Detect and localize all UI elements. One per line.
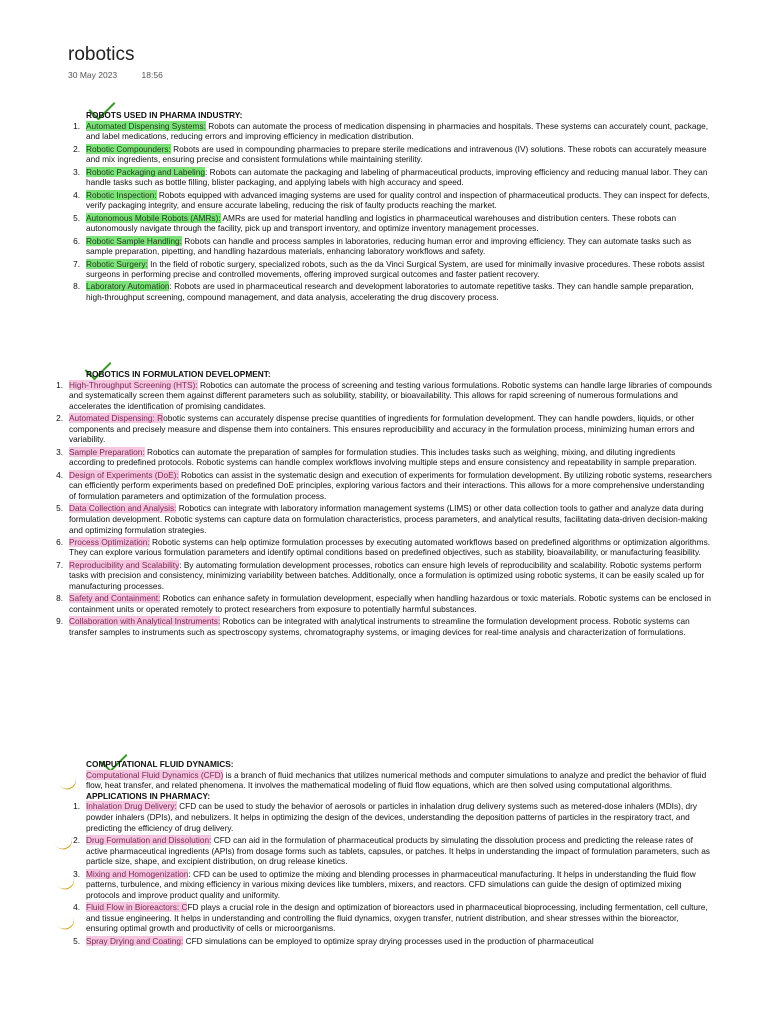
- numbered-list: [0, 801, 768, 946]
- highlighted-term: Design of Experiments (DoE):: [69, 469, 179, 480]
- highlighted-term: Drug Formulation and Dissolution:: [86, 834, 212, 845]
- list-number: 1.: [56, 379, 63, 390]
- list-number: 2.: [73, 834, 80, 845]
- list-item: [0, 413, 768, 445]
- item-text: Robots can handle and process samples in laboratories, reducing human error and improving efficiency. They can automate tasks such as sample preparation, pipetting, and handling hazardous materials, enhancing laboratory workflows and safety.: [86, 235, 692, 257]
- list-item: [0, 121, 768, 142]
- item-text: Robots equipped with advanced imaging systems are used for quality control and inspection of pharmaceutical products. They can inspect for defects, verify packaging integrity, and ensure accurate labeling, reducing the risk of faulty products reaching the market.: [86, 189, 710, 211]
- list-item: [0, 470, 768, 502]
- highlighted-term: Automated Dispensing Systems:: [86, 120, 206, 131]
- highlighted-term: Automated Dispensing: R: [69, 413, 164, 424]
- note-title: robotics: [68, 44, 135, 65]
- list-number: 2.: [56, 413, 63, 424]
- highlighted-term: Inhalation Drug Delivery:: [86, 801, 177, 812]
- item-text: AMRs are used for material handling and logistics in pharmaceutical warehouses and distribution centers. These robots can autonomously navigate through the facility, pick up and transport inventory, and optimize inventory management processes.: [86, 212, 677, 234]
- note-date: 30 May 2023: [68, 70, 118, 80]
- list-number: 6.: [73, 235, 80, 246]
- highlighted-term: Spray Drying and Coating:: [86, 935, 184, 946]
- list-number: 6.: [56, 536, 63, 547]
- list-number: 1.: [73, 120, 80, 131]
- list-number: 2.: [73, 143, 80, 154]
- note-meta: [68, 70, 185, 80]
- subheading: APPLICATIONS IN PHARMACY:: [86, 790, 211, 801]
- item-text: CFD can aid in the formulation of pharmaceutical products by simulating the dissolution process and predicting the release rates of active pharmaceutical ingredients (APIs) from dosage forms such as tablets, capsules, or patches. It helps in understanding the impact of formulation parameters, such as particle size, shape, and excipient distribution, on drug release kinetics.: [86, 834, 710, 867]
- highlighted-term: Robotic Compounders:: [86, 143, 171, 154]
- item-text: CFD simulations can be employed to optimize spray drying processes used in the production of pharmaceutical: [183, 935, 594, 946]
- highlighted-term: Robotic Inspection:: [86, 189, 157, 200]
- item-text: Robotics can automate the preparation of samples for formulation studies. This includes tasks such as weighing, mixing, and diluting ingredients according to predefined protocols. Robotic systems can handle complex workflows involving multiple steps and ensure consistency and repeatability in sample preparation.: [69, 446, 697, 468]
- highlighted-term: Robotic Sample Handling:: [86, 235, 182, 246]
- paragraph-text: is a branch of fluid mechanics that utilizes numerical methods and computer simulations to analyze and predict the behavior of fluid flow, heat transfer, and related phenomena. It involves the mathematical modeling of fluid flow equations, which are then solved using computational algorithms.: [86, 769, 707, 791]
- list-item: [0, 801, 768, 833]
- numbered-list: [0, 380, 768, 638]
- item-text: Robots can automate the process of medication dispensing in pharmacies and hospitals. These systems can accurately count, package, and label medications, reducing errors and improving efficiency in medication distribution.: [86, 120, 708, 142]
- highlighted-term: High-Throughput Screening (HTS):: [69, 379, 198, 390]
- list-number: 8.: [56, 593, 63, 604]
- highlighted-term: Robotic Surgery:: [86, 258, 148, 269]
- list-item: [0, 936, 768, 947]
- highlighted-term: Computational Fluid Dynamics (CFD): [86, 769, 224, 780]
- item-text: In the field of robotic surgery, specialized robots, such as the da Vinci Surgical System, are used for minimally invasive procedures. These robots assist surgeons in performing precise and controlled movements, offering improved surgical outcomes and faster patient recovery.: [86, 258, 705, 280]
- list-item: [0, 503, 768, 535]
- list-item: [0, 835, 768, 867]
- intro-paragraph: [0, 770, 768, 791]
- list-number: 5.: [73, 212, 80, 223]
- list-item: [0, 190, 768, 211]
- list-number: 3.: [56, 446, 63, 457]
- list-number: 5.: [73, 935, 80, 946]
- highlighted-term: Collaboration with Analytical Instruments:: [69, 616, 221, 627]
- highlighted-term: Safety and Containment:: [69, 593, 161, 604]
- item-text: Robots are used in compounding pharmacies to prepare sterile medications and intravenous (IV) solutions. These robots can accurately measure and mix ingredients, ensuring precise and consistent formulations while maintaining sterility.: [86, 143, 707, 165]
- list-number: 4.: [56, 469, 63, 480]
- list-item: [0, 213, 768, 234]
- list-item: [0, 560, 768, 592]
- item-text: : By automating formulation development processes, robotics can ensure high levels of reproducibility and scalability. Robotic systems perform tasks with precision and consistency, minimizing variability between batches. Additionally, once a formulation is optimized using robotic systems, it can be easily scaled up for manufacturing processes.: [69, 559, 705, 592]
- list-number: 5.: [56, 503, 63, 514]
- list-item: [0, 380, 768, 412]
- highlighted-term: Laboratory Automation: [86, 281, 170, 292]
- item-text: Robotics can automate the process of screening and testing various formulations. Robotic systems can handle large libraries of compounds and systematically screen them against different parameters such as solubility, stability, or bioavailability. This allows for rapid screening of numerous formulations and accelerates the identification of promising candidates.: [69, 379, 712, 411]
- section-formulation: [0, 369, 768, 639]
- list-number: 4.: [73, 902, 80, 913]
- item-text: : CFD can be used to optimize the mixing and blending processes in pharmaceutical manufacturing. It helps in understanding the fluid flow patterns, turbulence, and mixing efficiency in various mixing devices like tumblers, mixers, and reactors. CFD simulations can guide the design of optimized mixing protocols and improve product quality and uniformity.: [86, 868, 696, 900]
- highlighted-term: Process Optimization:: [69, 536, 150, 547]
- section-heading: ROBOTS USED IN PHARMA INDUSTRY:: [86, 110, 243, 120]
- highlighted-term: Sample Preparation:: [69, 446, 145, 457]
- list-number: 3.: [73, 868, 80, 879]
- highlighted-term: Reproducibility and Scalability: [69, 559, 180, 570]
- highlighted-term: Robotic Packaging and Labeling: [86, 166, 206, 177]
- section-heading: COMPUTATIONAL FLUID DYNAMICS:: [86, 759, 234, 769]
- list-number: 7.: [73, 258, 80, 269]
- highlighted-term: Data Collection and Analysis:: [69, 503, 177, 514]
- item-text: FD plays a crucial role in the design and optimization of bioreactors used in pharmaceutical bioprocessing, including fermentation, cell culture, and tissue engineering. It helps in understanding and controlling the fluid dynamics, oxygen transfer, nutrient distribution, and shear stresses within the bioreactor, ensuring optimal growth and productivity of cells or microorganisms.: [86, 902, 708, 934]
- item-text: Robotics can be integrated with analytical instruments to streamline the formulation development process. Robotic systems can transfer samples to instruments such as spectroscopy systems, chromatography systems, or imaging devices for real-time analysis and characterization of formulations.: [69, 616, 690, 638]
- item-text: : Robots are used in pharmaceutical research and development laboratories to automate repetitive tasks. They can handle sample preparation, high-throughput screening, compound management, and data analysis, accelerating the drug discovery process.: [86, 281, 694, 303]
- list-number: 3.: [73, 166, 80, 177]
- section-cfd: [0, 759, 768, 948]
- list-item: [0, 167, 768, 188]
- list-item: [0, 869, 768, 901]
- note-time: 18:56: [141, 70, 163, 80]
- list-item: [0, 593, 768, 614]
- list-item: [0, 281, 768, 302]
- section-robots-pharma: [0, 110, 768, 304]
- list-number: 4.: [73, 189, 80, 200]
- list-number: 7.: [56, 559, 63, 570]
- list-number: 8.: [73, 281, 80, 292]
- item-text: Robotics can integrate with laboratory information management systems (LIMS) or other data collection tools to gather and analyze data during formulation development. Robotic systems can capture data on formulation characteristics, process parameters, and analytical results, facilitating data-driven decision-making and optimizing formulation strategies.: [69, 503, 708, 535]
- item-text: Robotic systems can help optimize formulation processes by executing automated workflows based on predefined algorithms or optimization algorithms. They can explore various formulation parameters and identify optimal conditions based on predefined objectives, such as stability, bioavailability, or manufacturing feasibility.: [69, 536, 711, 558]
- item-text: Robotics can enhance safety in formulation development, especially when handling hazardous or toxic materials. Robotic systems can be enclosed in containment units or operated remotely to protect researchers from exposure to potentially harmful substances.: [69, 593, 711, 615]
- item-text: : Robots can automate the packaging and labeling of pharmaceutical products, improving efficiency and reducing manual labor. They can handle tasks such as bottle filling, blister packaging, and applying labels with high accuracy and speed.: [86, 166, 708, 188]
- list-number: 9.: [56, 616, 63, 627]
- list-item: [0, 236, 768, 257]
- list-item: [0, 144, 768, 165]
- list-item: [0, 616, 768, 637]
- item-text: obotic systems can accurately dispense precise quantities of ingredients for formulation development. They can handle powders, liquids, or other components and precisely measure and dispense them into containers. This ensures reproducibility and accuracy in the formulation process, minimizing human errors and variability.: [69, 413, 695, 445]
- list-item: [0, 259, 768, 280]
- highlighted-term: Mixing and Homogenization: [86, 868, 189, 879]
- list-item: [0, 447, 768, 468]
- list-item: [0, 902, 768, 934]
- item-text: Robotics can assist in the systematic design and execution of experiments for formulation development. By utilizing robotic systems, researchers can efficiently perform experiments based on predefined DoE principles, exploring various factors and their interactions. This allows for a more comprehensive understanding of formulation parameters and optimization of the formulation process.: [69, 469, 712, 501]
- highlighted-term: Fluid Flow in Bioreactors: C: [86, 902, 188, 913]
- list-number: 1.: [73, 801, 80, 812]
- highlighted-term: Autonomous Mobile Robots (AMRs):: [86, 212, 221, 223]
- numbered-list: [0, 121, 768, 303]
- list-item: [0, 537, 768, 558]
- section-heading: ROBOTICS IN FORMULATION DEVELOPMENT:: [86, 369, 271, 379]
- item-text: CFD can be used to study the behavior of aerosols or particles in inhalation drug delivery systems such as metered-dose inhalers (MDIs), dry powder inhalers (DPIs), and nebulizers. It helps in optimizing the design of the devices, understanding the deposition patterns of particles in the respiratory tract, and predicting the efficiency of drug delivery.: [86, 801, 698, 833]
